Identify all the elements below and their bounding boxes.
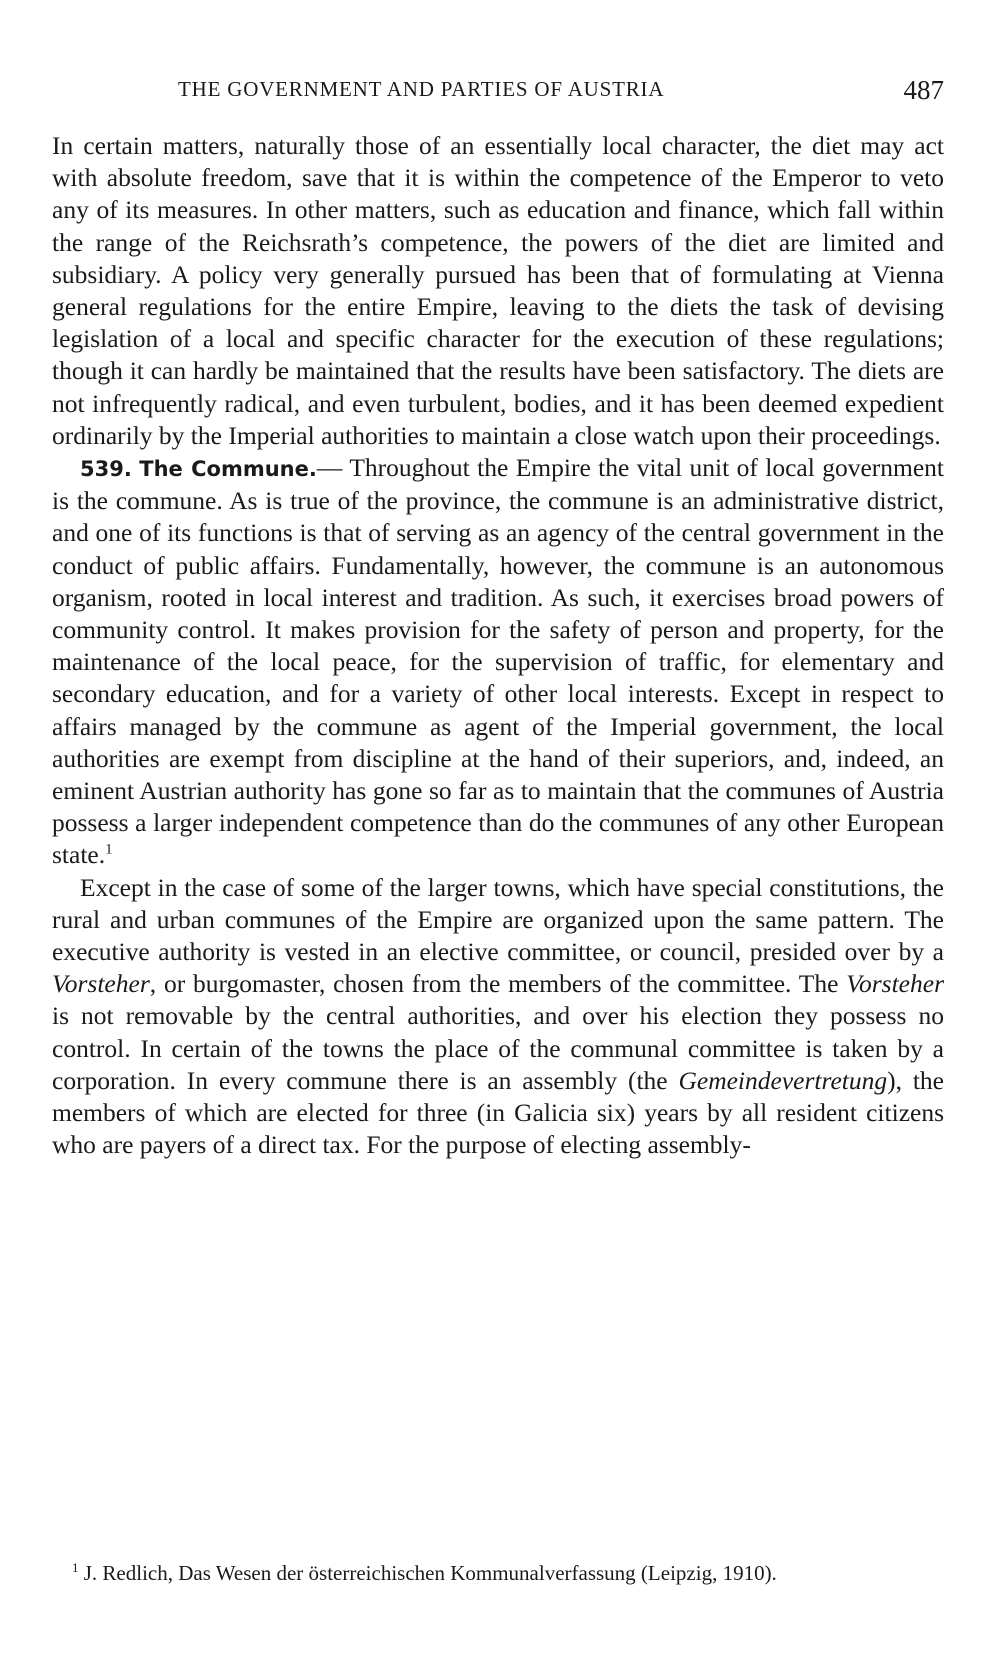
- term-gemeindevertretung: Gemeindevertretung: [678, 1065, 888, 1095]
- running-head: [52, 77, 944, 107]
- section-text: — Throughout the Empire the vital unit of local government is the commune. As is true of the province, the commune is an administrative district, and one of its functions is that of serving as an agency of the central government in the conduct of public affairs. Fundamentally, however, the commune is an autonomous organism, rooted in local interest and tradition. As such, it exercises broad powers of community control. It makes provision for the safety of person and property, for the maintenance of the local peace, for the supervision of traffic, for elementary and secondary education, and for a variety of other local interests. Except in respect to affairs managed by the commune as agent of the Imperial government, the local authorities are exempt from discipline at the hand of their superiors, and, indeed, an eminent Austrian authority has gone so far as to maintain that the communes of Austria possess a larger independent competence than do the communes of any other European state.: [52, 453, 945, 870]
- paragraph-3: Except in the case of some of the larger towns, which have special constitutions, the rural and urban communes of the Empire are organized upon the same pattern. The executive authority is vested in an elective committee, or council, presided over by a Vorsteher, or burgomaster, chosen from the members of the committee. The Vorsteher is not removable by the central authorities, and over his election they possess no control. In certain of the towns the place of the communal committee is taken by a corporation. In every commune there is an assembly (the Gemeindevertretung), the members of which are elected for three (in Galicia six) years by all resident citizens who are payers of a direct tax. For the purpose of electing assembly-: [52, 872, 944, 1160]
- footnote-reference: 1: [105, 841, 113, 858]
- term-vorsteher: Vorsteher: [846, 969, 944, 999]
- paragraph-section-539: [52, 452, 944, 872]
- footnote-1: [52, 1560, 944, 1587]
- running-title: THE GOVERNMENT AND PARTIES OF AUSTRIA: [178, 77, 665, 101]
- page-number: 487: [903, 75, 944, 105]
- footnote-mark: 1: [72, 1560, 79, 1575]
- term-vorsteher: Vorsteher: [52, 969, 150, 999]
- footnote-text: J. Redlich, Das Wesen der österreichischen Kommunalverfassung (Leipzig, 1910).: [83, 1561, 777, 1585]
- section-heading: The Commune.: [139, 457, 317, 482]
- body-text: [52, 130, 944, 1162]
- paragraph-1: In certain matters, naturally those of an essentially local character, the diet may act with absolute freedom, save that it is within the competence of the Emperor to veto any of its measures. In other matters, such as education and finance, which fall within the range of the Reichsrath’s competence, the powers of the diet are limited and subsidiary. A policy very generally pursued has been that of formulating at Vienna general regulations for the entire Empire, leaving to the diets the task of devising legislation of a local and specific character for the execution of these regulations; though it can hardly be maintained that the results have been satisfactory. The diets are not infrequently radical, and even turbulent, bodies, and it has been deemed expedient ordinarily by the Imperial authorities to maintain a close watch upon their proceedings.: [52, 131, 944, 450]
- section-number: 539.: [80, 457, 132, 482]
- footnotes: [52, 1560, 944, 1587]
